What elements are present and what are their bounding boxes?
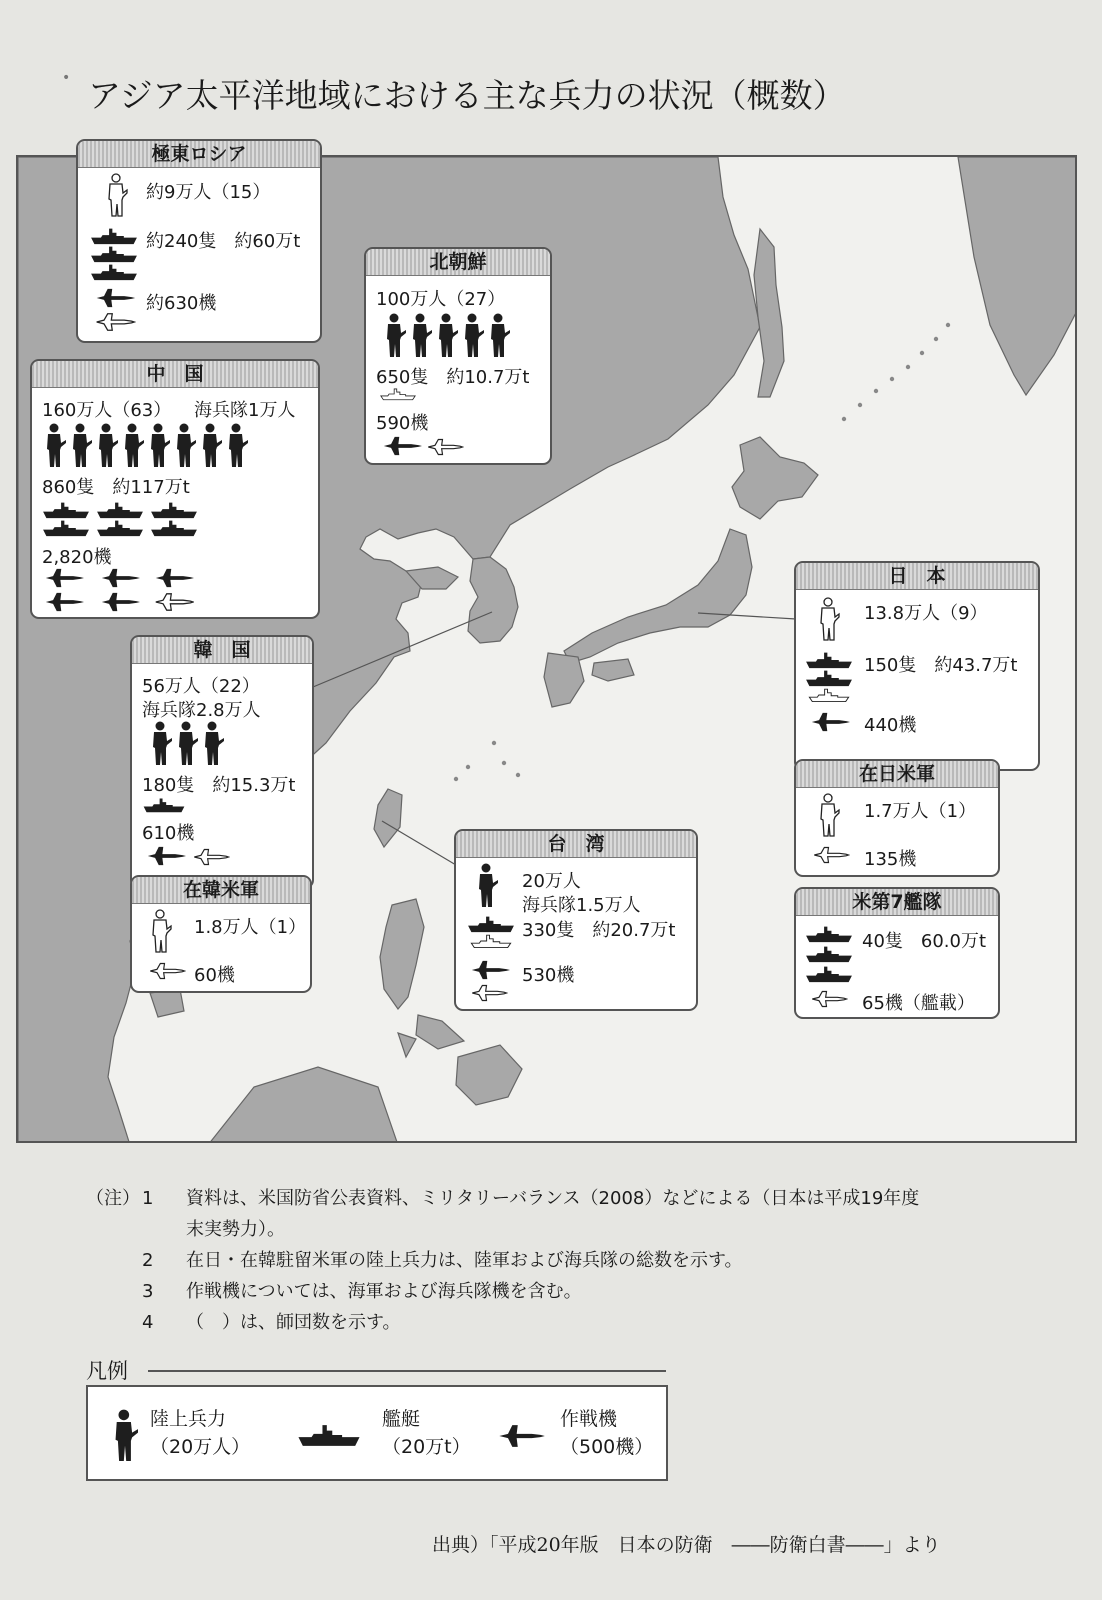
taiwan-naval: 330隻 約20.7万t <box>522 920 676 941</box>
soldier-icon <box>150 721 172 765</box>
usfj-ground: 1.7万人（1） <box>864 801 977 822</box>
note-text-cont: 末実勢力）。 <box>186 1219 285 1240</box>
legend-ground-label: 陸上兵力 <box>150 1408 227 1430</box>
box-title-taiwan: 台 湾 <box>456 831 696 858</box>
honshu <box>564 529 752 663</box>
box-title-far-east-russia: 極東ロシア <box>78 141 320 168</box>
jet-icon <box>94 287 136 309</box>
jet-icon <box>100 567 140 589</box>
note-4 <box>86 1307 919 1338</box>
soldier-icon <box>202 721 224 765</box>
ship-icon <box>378 387 418 401</box>
jet-icon <box>382 435 422 457</box>
south-korea-naval: 180隻 約15.3万t <box>142 775 296 796</box>
taiwan <box>374 789 402 847</box>
japan-ground: 13.8万人（9） <box>864 603 988 624</box>
legend-air-unit: （500機） <box>560 1436 654 1458</box>
box-title-south-korea: 韓 国 <box>132 637 312 664</box>
japan-naval: 150隻 約43.7万t <box>864 655 1018 676</box>
box-north-korea <box>364 247 552 465</box>
notes <box>86 1183 919 1338</box>
ship-icon <box>142 797 186 813</box>
fleet-air: 65機（艦載） <box>862 993 975 1014</box>
note-text: 作戦機については、海軍および海兵隊機を含む。 <box>186 1281 582 1302</box>
ship-icon <box>804 651 854 669</box>
box-us-forces-korea <box>130 875 312 993</box>
jet-icon <box>154 567 194 589</box>
luzon <box>380 899 424 1009</box>
box-japan <box>794 561 1040 771</box>
mindanao <box>456 1045 522 1105</box>
soldier-icon <box>226 423 248 467</box>
kamchatka <box>958 157 1077 395</box>
note-3 <box>86 1276 919 1307</box>
south-korea-marines: 海兵隊2.8万人 <box>142 700 261 721</box>
ship-icon <box>296 1423 362 1447</box>
soldier-icon <box>200 423 222 467</box>
usfk-ground: 1.8万人（1） <box>194 917 307 938</box>
legend-ground-unit: （20万人） <box>150 1436 251 1458</box>
fleet-naval: 40隻 60.0万t <box>862 931 987 952</box>
soldier-icon <box>818 597 840 641</box>
borneo <box>208 1067 398 1143</box>
jet-icon <box>496 1423 546 1449</box>
soldier-icon <box>122 423 144 467</box>
soldier-icon <box>436 313 458 357</box>
russia-air: 約630機 <box>146 293 217 314</box>
box-title-north-korea: 北朝鮮 <box>366 249 550 276</box>
box-title-japan: 日 本 <box>796 563 1038 590</box>
ship-icon <box>148 519 200 537</box>
jet-icon <box>470 959 510 981</box>
sakhalin <box>754 229 784 397</box>
ship-icon <box>804 925 854 943</box>
soldier-icon <box>96 423 118 467</box>
soldier-icon <box>462 313 484 357</box>
taiwan-ground: 20万人 <box>522 871 581 892</box>
box-us-forces-japan <box>794 759 1000 877</box>
ship-icon <box>40 501 92 519</box>
kyushu <box>544 653 584 707</box>
note-number: 2 <box>142 1250 154 1271</box>
jet-icon <box>812 845 850 865</box>
box-us-7th-fleet <box>794 887 1000 1019</box>
philippine-islands <box>398 1015 464 1057</box>
soldier-icon <box>174 423 196 467</box>
jet-icon <box>44 591 84 613</box>
soldier-icon <box>112 1409 138 1461</box>
source-citation: 出典）「平成20年版 日本の防衛 ――防衛白書――」より <box>432 1534 941 1556</box>
ship-icon <box>804 687 854 703</box>
legend-divider <box>148 1370 666 1372</box>
jet-icon <box>810 711 850 733</box>
north-korea-naval: 650隻 約10.7万t <box>376 367 530 388</box>
taiwan-marines: 海兵隊1.5万人 <box>522 895 641 916</box>
note-1 <box>86 1183 919 1245</box>
box-taiwan <box>454 829 698 1011</box>
ship-icon <box>88 227 140 245</box>
note-2 <box>86 1245 919 1276</box>
ship-icon <box>466 933 516 949</box>
hainan <box>150 989 184 1017</box>
jet-icon <box>470 983 508 1003</box>
korean-peninsula <box>468 557 518 643</box>
usfk-air: 60機 <box>194 965 235 986</box>
jet-icon <box>100 591 140 613</box>
ship-icon <box>88 245 140 263</box>
south-korea-air: 610機 <box>142 823 195 844</box>
legend-title: 凡例 <box>86 1359 128 1383</box>
jet-icon <box>44 567 84 589</box>
legend <box>86 1385 668 1481</box>
soldier-icon <box>176 721 198 765</box>
note-text: 在日・在韓駐留米軍の陸上兵力は、陸軍および海兵隊の総数を示す。 <box>186 1250 743 1271</box>
north-korea-ground: 100万人（27） <box>376 289 506 310</box>
legend-naval-unit: （20万t） <box>382 1436 471 1458</box>
soldier-icon <box>488 313 510 357</box>
box-title-us-forces-japan: 在日米軍 <box>796 761 998 788</box>
box-china <box>30 359 320 619</box>
note-number: 3 <box>142 1281 154 1302</box>
soldier-icon <box>44 423 66 467</box>
russia-naval: 約240隻 約60万t <box>146 231 301 252</box>
jet-icon <box>192 847 230 867</box>
taiwan-air: 530機 <box>522 965 575 986</box>
china-air: 2,820機 <box>42 547 112 568</box>
soldier-icon <box>148 423 170 467</box>
box-title-us-forces-korea: 在韓米軍 <box>132 877 310 904</box>
legend-naval-label: 艦艇 <box>382 1408 421 1430</box>
jet-icon <box>146 845 186 867</box>
note-number: 4 <box>142 1312 154 1333</box>
soldier-icon <box>106 173 128 217</box>
soldier-icon <box>818 793 840 837</box>
title-bullet: • <box>62 70 71 86</box>
soldier-icon <box>410 313 432 357</box>
ship-icon <box>148 501 200 519</box>
ship-icon <box>804 945 854 963</box>
box-south-korea <box>130 635 314 889</box>
ship-icon <box>804 669 854 687</box>
jet-icon <box>94 311 136 333</box>
ship-icon <box>40 519 92 537</box>
usfj-air: 135機 <box>864 849 917 870</box>
legend-air-label: 作戦機 <box>560 1408 618 1430</box>
soldier-icon <box>476 863 498 907</box>
jet-icon <box>810 989 848 1009</box>
japan-air: 440機 <box>864 715 917 736</box>
china-naval: 860隻 約117万t <box>42 477 190 498</box>
note-number: 1 <box>142 1188 154 1209</box>
shikoku <box>592 659 634 681</box>
ship-icon <box>804 965 854 983</box>
china-ground: 160万人（63） <box>42 400 172 421</box>
south-korea-ground: 56万人（22） <box>142 676 260 697</box>
box-title-us-7th-fleet: 米第7艦隊 <box>796 889 998 916</box>
notes-label: （注） <box>86 1188 140 1209</box>
hokkaido <box>732 437 818 519</box>
note-text: 資料は、米国防省公表資料、ミリタリーバランス（2008）などによる（日本は平成19年度 <box>186 1188 920 1209</box>
jet-icon <box>148 961 186 981</box>
jet-icon <box>154 591 194 613</box>
note-text: （ ）は、師団数を示す。 <box>186 1312 401 1333</box>
ship-icon <box>88 263 140 281</box>
box-title-china: 中 国 <box>32 361 318 388</box>
north-korea-air: 590機 <box>376 413 429 434</box>
ship-icon <box>94 519 146 537</box>
soldier-icon <box>70 423 92 467</box>
page-title: アジア太平洋地域における主な兵力の状況（概数） <box>88 76 846 115</box>
soldier-icon <box>384 313 406 357</box>
ship-icon <box>466 915 516 933</box>
china-marines: 海兵隊1万人 <box>194 400 296 421</box>
ship-icon <box>94 501 146 519</box>
jet-icon <box>426 437 464 457</box>
russia-ground: 約9万人（15） <box>146 182 271 203</box>
box-far-east-russia <box>76 139 322 343</box>
soldier-icon <box>150 909 172 953</box>
